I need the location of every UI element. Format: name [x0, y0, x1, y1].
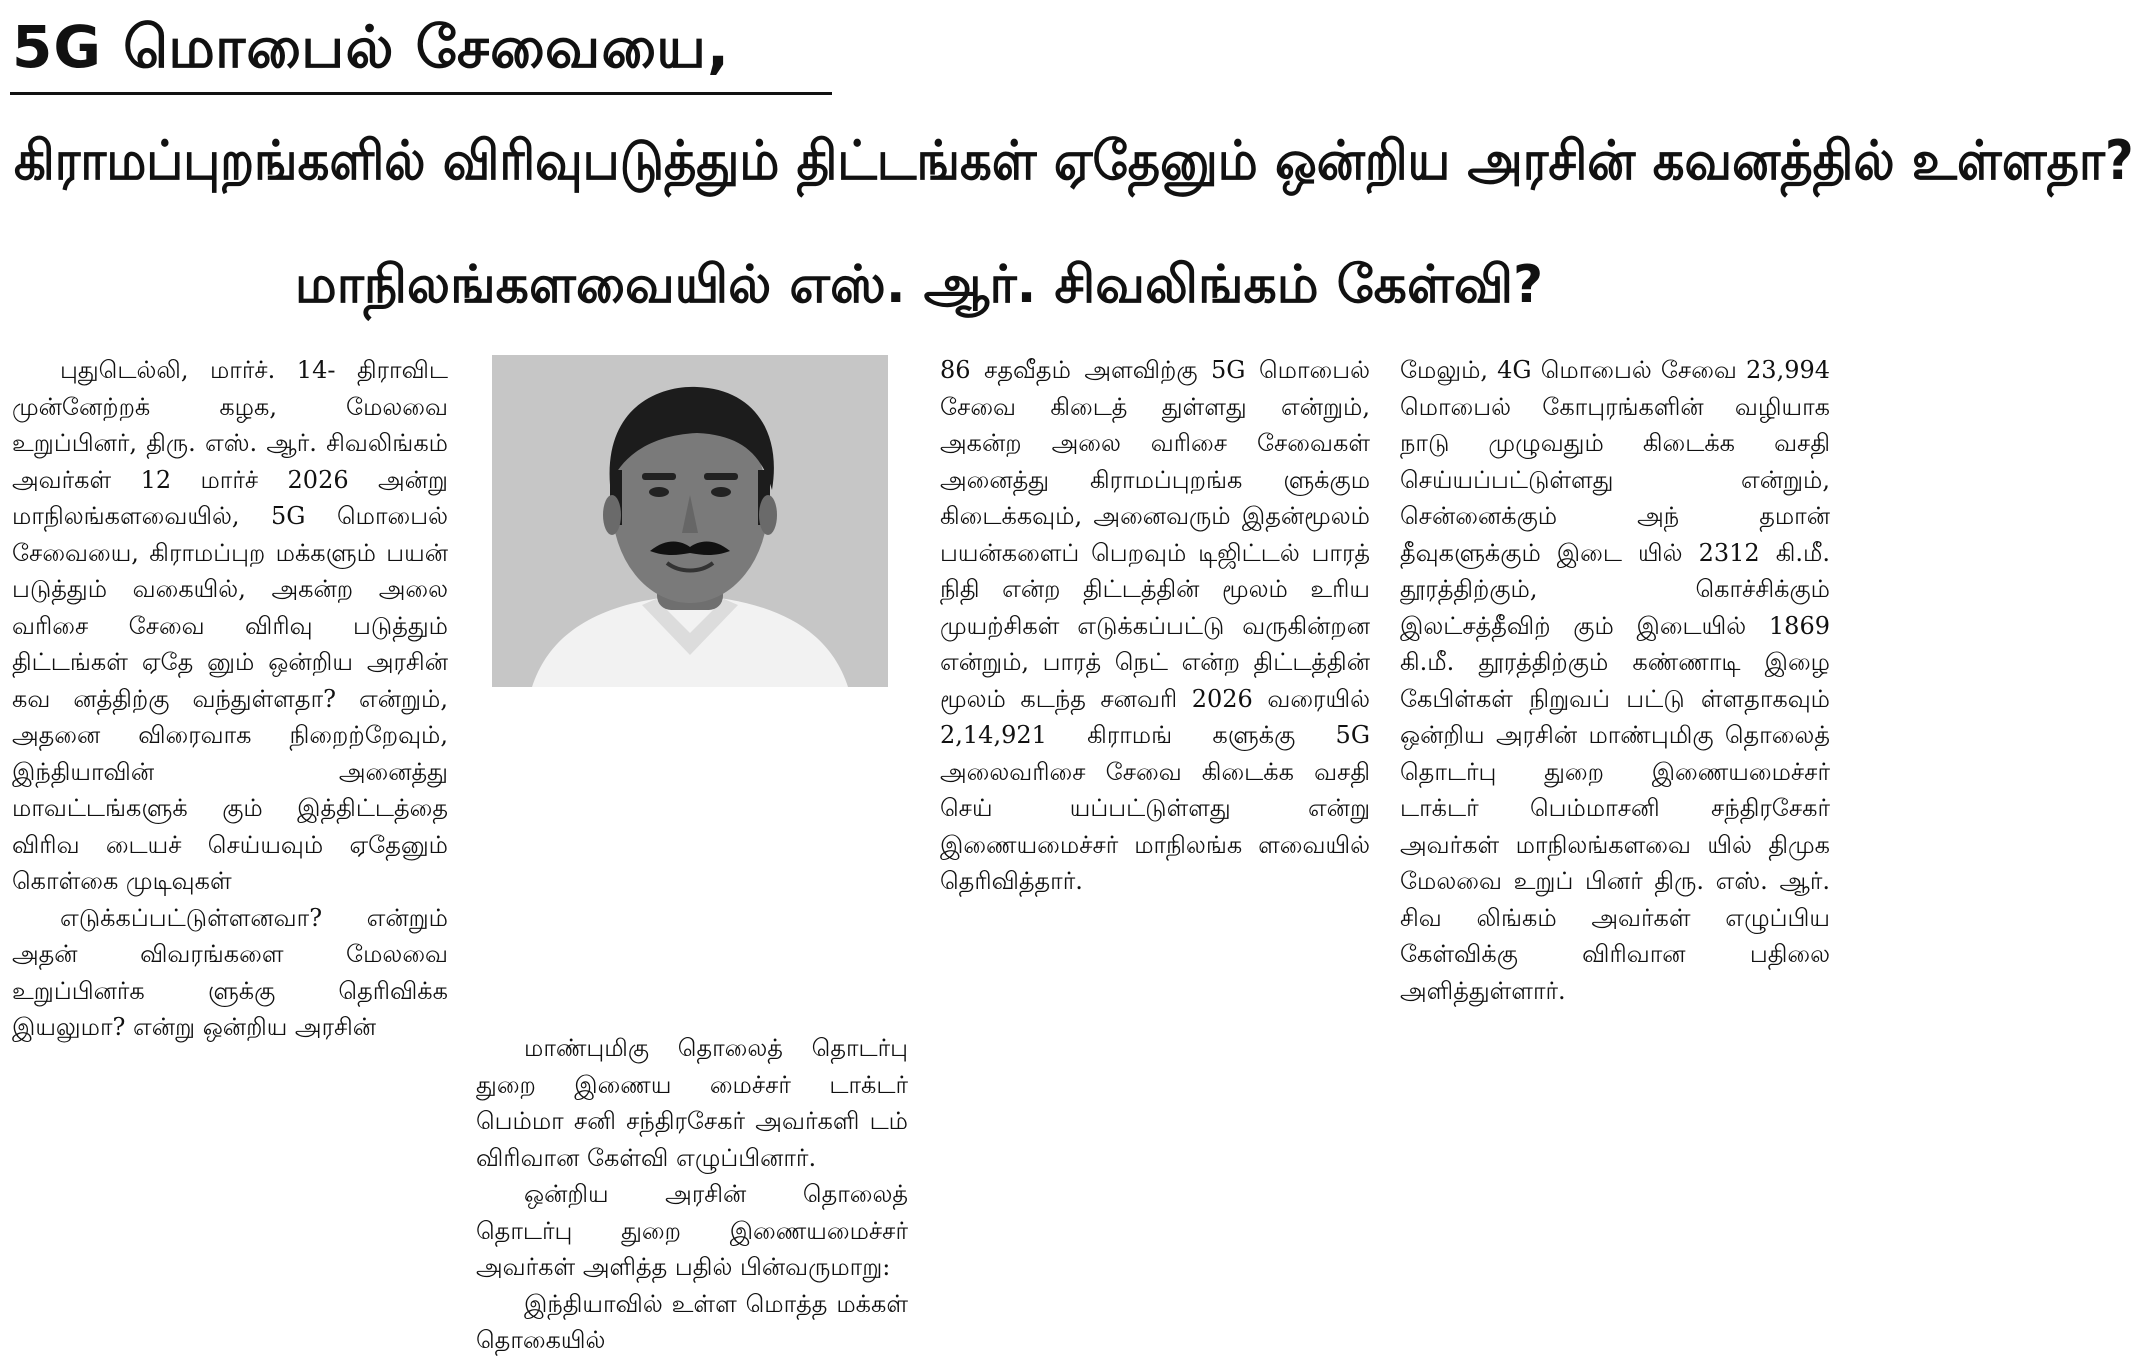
- headline-line-1: 5G மொபைல் சேவையை,: [12, 13, 730, 81]
- article-paragraph: இந்தியாவில் உள்ள மொத்த மக்கள் தொகையில்: [476, 1289, 908, 1354]
- article-column-2: [476, 1030, 908, 1354]
- article-paragraph: ஒன்றிய அரசின் தொலைத் தொடர்பு துறை இணையமைச்சர் அவர்கள் அளித்த பதில் பின்வருமாறு:: [476, 1180, 908, 1281]
- article-column-3: [940, 352, 1370, 1267]
- article-column-1: [12, 352, 448, 1267]
- article-paragraph: மேலும், 4G மொபைல் சேவை 23,994 மொபைல் கோபுரங்களின் வழியாக நாடு முழுவதும் கிடைக்க வசதி செய்யப்பட்டுள்ளது என்றும், சென்னைக்கும் அந் தமான் தீவுகளுக்கும் இடை யில் 2312 கி.மீ. தூரத்திற்கும், கொச்சிக்கும் இலட்சத்தீவிற் கும் இடையில் 1869 கி.மீ. தூரத்திற்கும் கண்ணாடி இழை கேபிள்கள் நிறுவப் பட்டு ள்ளதாகவும் ஒன்றிய அரசின் மாண்புமிகு தொலைத் தொடர்பு துறை இணையமைச்சர் டாக்டர் பெம்மாசனி சந்திரசேகர் அவர்கள் மாநிலங்களவை யில் திமுக மேலவை உறுப் பினர் திரு. எஸ். ஆர். சிவ லிங்கம் அவர்கள் எழுப்பிய கேள்விக்கு விரிவான பதிலை அளித்துள்ளார்.: [1400, 356, 1830, 1005]
- article-paragraph: 86 சதவீதம் அளவிற்கு 5G மொபைல் சேவை கிடைத் துள்ளது என்றும், அகன்ற அலை வரிசை சேவைகள் அனைத்து கிராமப்புறங்க ளுக்கும கிடைக்கவும், அனைவரும் இதன்மூலம் பயன்களைப் பெறவும் டிஜிட்டல் பாரத் நிதி என்ற திட்டத்தின் மூலம் உரிய முயற்சிகள் எடுக்கப்பட்டு வருகின்றன என்றும், பாரத் நெட் என்ற திட்டத்தின் மூலம் கடந்த சனவரி 2026 வரையில் 2,14,921 கிராமங் களுக்கு 5G அலைவரிசை சேவை கிடைக்க வசதி செய் யப்பட்டுள்ளது என்று இணையமைச்சர் மாநிலங்க ளவையில் தெரிவித்தார்.: [940, 356, 1370, 895]
- article-column-4: [1400, 352, 1830, 1267]
- portrait-photo: [492, 355, 888, 687]
- article-paragraph: புதுடெல்லி, மார்ச். 14- திராவிட முன்னேற்றக் கழக, மேலவை உறுப்பினர், திரு. எஸ். ஆர். சிவலிங்கம் அவர்கள் 12 மார்ச் 2026 அன்று மாநிலங்களவையில், 5G மொபைல் சேவையை, கிராமப்புற மக்களும் பயன் படுத்தும் வகையில், அகன்ற அலை வரிசை சேவை விரிவு படுத்தும் திட்டங்கள் ஏதே னும் ஒன்றிய அரசின் கவ னத்திற்கு வந்துள்ளதா? என்றும், அதனை விரைவாக நிறைற்றேவும், இந்தியாவின் அனைத்து மாவட்டங்களுக் கும் இத்திட்டத்தை விரிவ டையச் செய்யவும் ஏதேனும் கொள்கை முடிவுகள்: [12, 356, 448, 895]
- article-paragraph: எடுக்கப்பட்டுள்ளனவா? என்றும் அதன் விவரங்களை மேலவை உறுப்பினர்க ளுக்கு தெரிவிக்க இயலுமா? என்று ஒன்றிய அரசின்: [12, 903, 448, 1041]
- article-paragraph: மாண்புமிகு தொலைத் தொடர்பு துறை இணைய மைச்சர் டாக்டர் பெம்மா சனி சந்திரசேகர் அவர்களி டம் விரிவான கேள்வி எழுப்பினார்.: [476, 1034, 908, 1172]
- headline-line-2: கிராமப்புறங்களில் விரிவுபடுத்தும் திட்டங்கள் ஏதேனும் ஒன்றிய அரசின் கவனத்தில் உள்ளதா?: [14, 129, 2134, 192]
- headline-rule: [10, 92, 832, 95]
- headline-line-3: மாநிலங்களவையில் எஸ். ஆர். சிவலிங்கம் கேள்வி?: [294, 255, 1544, 315]
- portrait-illustration: [492, 355, 888, 687]
